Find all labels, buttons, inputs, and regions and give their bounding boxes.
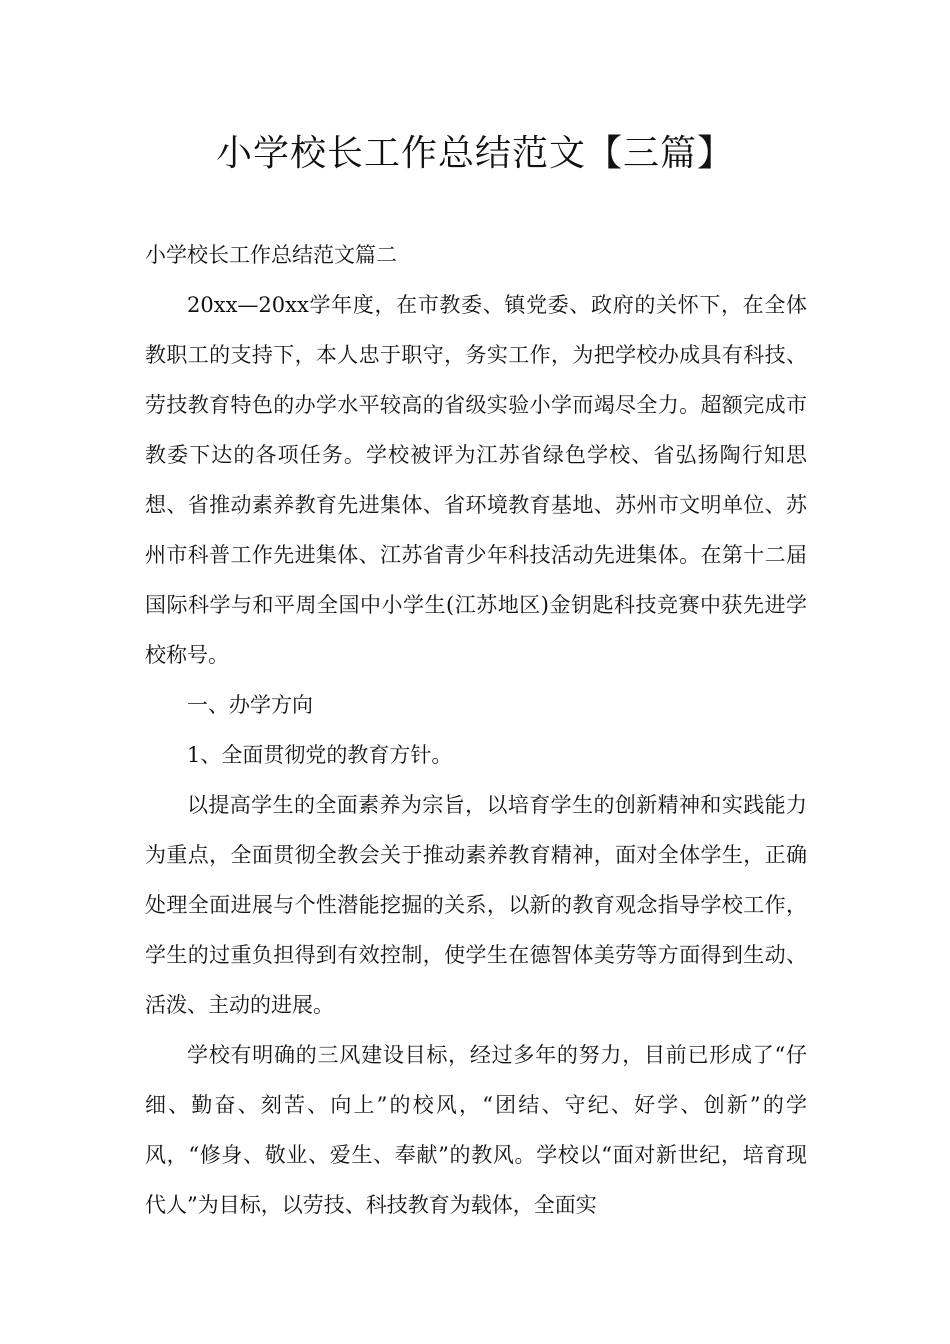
document-title: 小学校长工作总结范文【三篇】 [215,133,734,174]
heading-education-policy: 1、全面贯彻党的教育方针。 [187,743,453,767]
paragraph-intro: 20xx—20xx学年度，在市教委、镇党委、政府的关怀下，在全体教职工的支持下，本人忠于职守，务实工作，为把学校办成具有科技、劳技教育特色的办学水平较高的省级实验小学而竭尽全力。超额完成市教委下达的各项任务。学校被评为江苏省绿色学校、省弘扬陶行知思想、省推动素养教育先进集体、省环境教育基地、苏州市文明单位、苏州市科普工作先进集体、江苏省青少年科技活动先进集体。在第十二届国际科学与和平周全国中小学生(江苏地区)金钥匙科技竞赛中获先进学校称号。 [145,293,807,667]
paragraph-quality-education: 以提高学生的全面素养为宗旨，以培育学生的创新精神和实践能力为重点，全面贯彻全教会关于推动素养教育精神，面对全体学生，正确处理全面进展与个性潜能挖掘的关系，以新的教育观念指导学校工作，学生的过重负担得到有效控制，使学生在德智体美劳等方面得到生动、活泼、主动的进展。 [145,793,807,1017]
section-title: 小学校长工作总结范文篇二 [145,243,397,267]
paragraph-school-spirit: 学校有明确的三风建设目标，经过多年的努力，目前已形成了“仔细、勤奋、刻苦、向上”的校风，“团结、守纪、好学、创新”的学风，“修身、敬业、爱生、奉献”的教风。学校以“面对新世纪，培育现代人”为目标，以劳技、科技教育为载体，全面实 [145,1043,807,1217]
heading-school-direction: 一、办学方向 [187,693,313,717]
document-body [145,230,807,1230]
